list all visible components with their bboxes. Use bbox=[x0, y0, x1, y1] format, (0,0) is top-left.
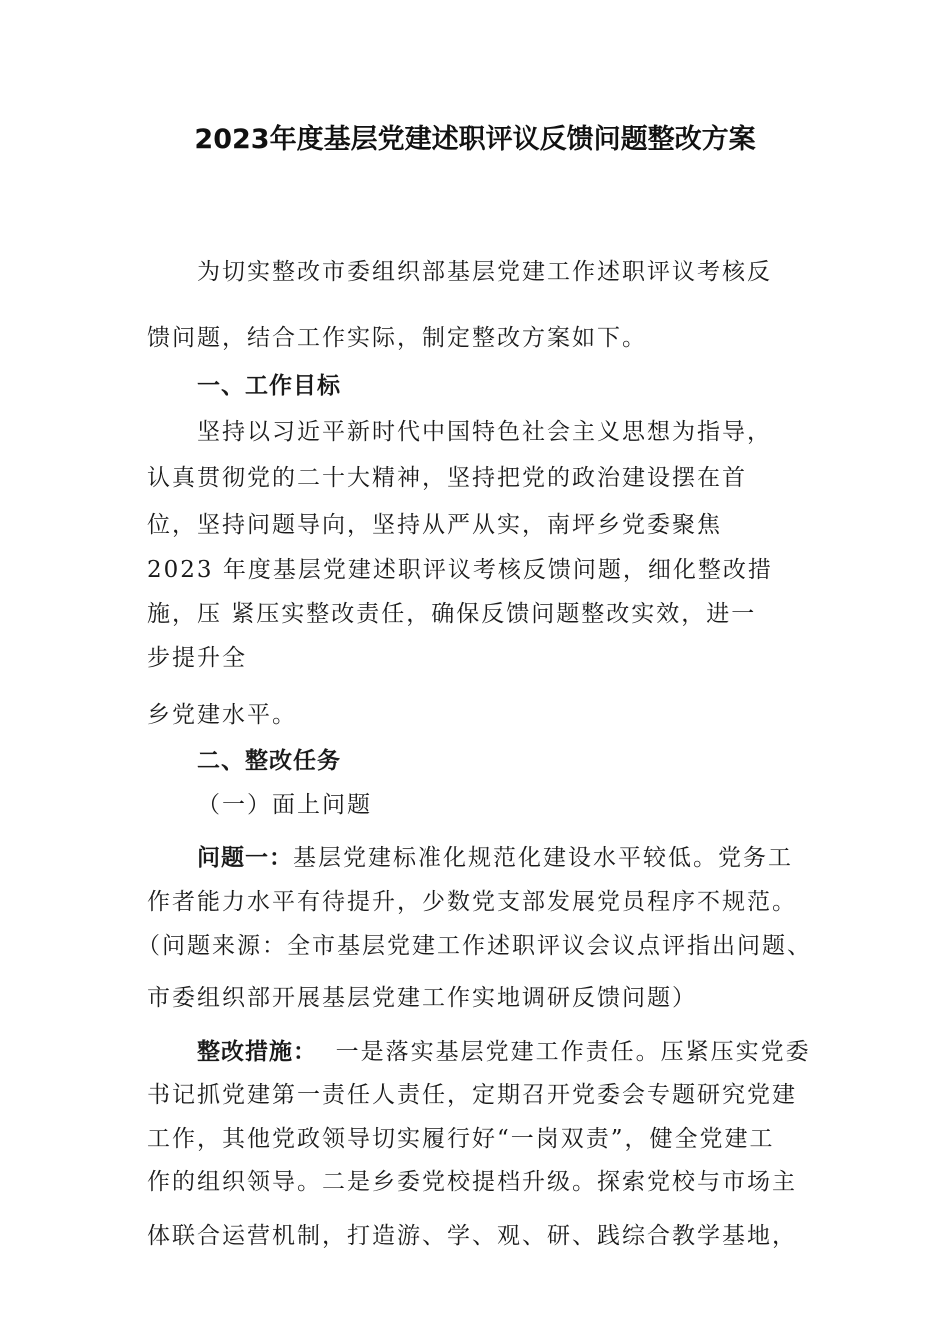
goals-line-6: 步提升全 bbox=[147, 645, 247, 671]
goals-line-1: 坚持以习近平新时代中国特色社会主义思想为指导， bbox=[197, 419, 772, 445]
measures-line-5: 体联合运营机制，打造游、学、观、研、践综合教学基地， bbox=[147, 1223, 797, 1249]
section-heading-tasks: 二、整改任务 bbox=[197, 748, 341, 774]
subheading-surface-issues: （一）面上问题 bbox=[197, 792, 372, 818]
measures-line-3: 工作，其他党政领导切实履行好“一岗双责”，健全党建工 bbox=[147, 1126, 775, 1152]
section-heading-goals: 一、工作目标 bbox=[197, 373, 341, 399]
document-title: 2023年度基层党建述职评议反馈问题整改方案 bbox=[194, 124, 756, 155]
measures-line-4: 作的组织领导。二是乡委党校提档升级。探索党校与市场主 bbox=[147, 1169, 797, 1195]
goals-line-7: 乡党建水平。 bbox=[147, 702, 297, 728]
goals-line-3: 位，坚持问题导向，坚持从严从实，南坪乡党委聚焦 bbox=[147, 512, 722, 538]
problem-1-line-4: 市委组织部开展基层党建工作实地调研反馈问题） bbox=[147, 985, 697, 1011]
problem-1-text: 基层党建标准化规范化建设水平较低。党务工 bbox=[293, 845, 793, 871]
intro-line-1: 为切实整改市委组织部基层党建工作述职评议考核反 bbox=[197, 259, 772, 285]
intro-line-2: 馈问题，结合工作实际，制定整改方案如下。 bbox=[147, 325, 647, 351]
measures-label: 整改措施： bbox=[197, 1039, 317, 1065]
problem-1-label: 问题一： bbox=[197, 845, 293, 871]
measures-text: 一是落实基层党建工作责任。压紧压实党委 bbox=[317, 1039, 811, 1065]
problem-1-line-3: （问题来源：全市基层党建工作述职评议会议点评指出问题、 bbox=[137, 933, 812, 959]
measures-line-2: 书记抓党建第一责任人责任，定期召开党委会专题研究党建 bbox=[147, 1082, 797, 1108]
goals-line-2: 认真贯彻党的二十大精神，坚持把党的政治建设摆在首 bbox=[147, 465, 747, 491]
problem-1-line-1 bbox=[197, 843, 793, 873]
goals-line-5: 施，压 紧压实整改责任，确保反馈问题整改实效，进一 bbox=[147, 601, 757, 627]
goals-line-4: 2023 年度基层党建述职评议考核反馈问题，细化整改措 bbox=[147, 557, 773, 583]
problem-1-line-2: 作者能力水平有待提升，少数党支部发展党员程序不规范。 bbox=[147, 889, 797, 915]
measures-line-1 bbox=[197, 1037, 811, 1067]
